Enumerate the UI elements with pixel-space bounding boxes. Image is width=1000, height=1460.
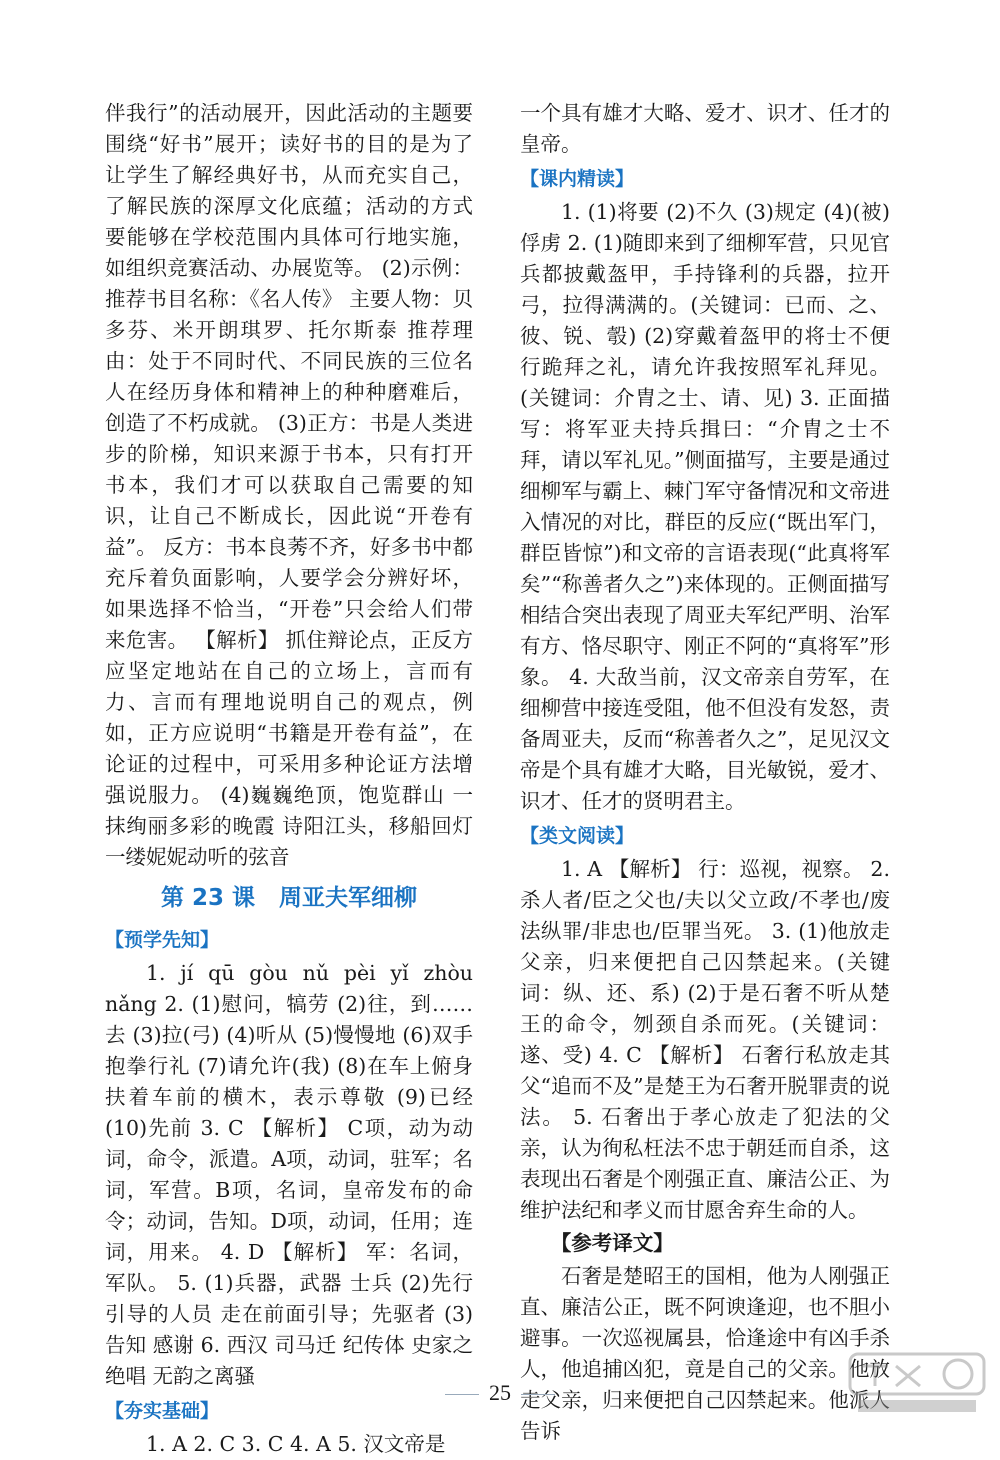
reference-translation-text: 石奢是楚昭王的国相，他为人刚强正直、廉洁公正，既不阿谀逢迎，也不胆小避事。一次巡视属县，恰逢途中有凶手杀人，他追捕凶犯，竟是自己的父亲。他放走父亲，归来便把自己囚禁起来。他派人告诉 — [520, 1264, 890, 1443]
left-column — [105, 98, 473, 1460]
section-basics-heading: 【夯实基础】 — [105, 1400, 220, 1422]
section-similar-reading-heading: 【类文阅读】 — [520, 825, 635, 847]
right-column — [520, 98, 890, 1447]
section-basics-text: 1. A 2. C 3. C 4. A 5. 汉文帝是 — [146, 1432, 446, 1456]
lesson-number: 第 23 课 — [160, 885, 256, 911]
reference-translation-heading: 【参考译文】 — [550, 1231, 674, 1255]
section-preview-text: 1. jí qū gòu nǔ pèi yǐ zhòu nǎng 2. (1)慰问，犒劳 (2)往，到……去 (3)拉(弓) (4)听从 (5)慢慢地 (6)双手抱拳行礼 (7)请允许(我) (8)在车上俯身扶着车前的横木，表示尊敬 (9)已经 (10)先前 3. C 【解析】 C项，动为动词，命令，派遣。A项，动词，驻军；名词，军营。B项，名词，皇帝发布的命令；动词，告知。D项，动词，任用；连词，用来。 4. D 【解析】 军：名词，军队。 5. (1)兵器，武器 士兵 (2)先行引导的人员 走在前面引导；先驱者 (3)告知 感谢 6. 西汉 司马迁 纪传体 史家之绝唱 无韵之离骚 — [105, 961, 473, 1388]
watermark-logo-icon — [848, 1352, 986, 1416]
section-similar-reading-text: 1. A 【解析】 行：巡视，视察。 2. 杀人者/臣之父也/夫以父立政/不孝也/废法纵罪/非忠也/臣罪当死。 3. (1)他放走父亲，归来便把自己囚禁起来。(关键词：纵、还、系) (2)于是石奢不听从楚王的命令，刎颈自杀而死。(关键词：遂、受) 4. C 【解析】 石奢行私放走其父“追而不及”是楚王为石奢开脱罪责的说法。 5. 石奢出于孝心放走了犯法的父亲，认为徇私枉法不忠于朝廷而自杀，这表现出石奢是个刚强正直、廉洁公正、为维护法纪和孝义而甘愿舍弃生命的人。 — [520, 857, 890, 1222]
left-paragraph-answer: 伴我行”的活动展开，因此活动的主题要围绕“好书”展开；读好书的目的是为了让学生了解经典好书，从而充实自己，了解民族的深厚文化底蕴；活动的方式要能够在学校范围内具体可行地实施，如组织竞赛活动、办展览等。 (2)示例：推荐书目名称：《名人传》 主要人物：贝多芬、米开朗琪罗、托尔斯泰 推荐理由：处于不同时代、不同民族的三位名人在经历身体和精神上的种种磨难后，创造了不朽成就。 (3)正方：书是人类进步的阶梯，知识来源于书本，只有打开书本，我们才可以获取自己需要的知识，让自己不断成长，因此说“开卷有益”。 反方：书本良莠不齐，好多书中都充斥着负面影响，人要学会分辨好坏，如果选择不恰当，“开卷”只会给人们带来危害。 【解析】 抓住辩论点，正反方应坚定地站在自己的立场上，言而有力、言而有理地说明自己的观点，例如，正方应说明“书籍是开卷有益”，在论证的过程中，可采用多种论证方法增强说服力。 (4)巍巍绝顶，饱览群山 一抹绚丽多彩的晚霞 诗阳江头，移船回灯 一缕妮妮动听的弦音 — [105, 101, 473, 869]
lesson-title: 周亚夫军细柳 — [279, 885, 418, 911]
section-close-reading-heading: 【课内精读】 — [520, 168, 635, 190]
right-paragraph-continued: 一个具有雄才大略、爱才、识才、任才的皇帝。 — [520, 101, 890, 156]
section-close-reading-text: 1. (1)将要 (2)不久 (3)规定 (4)(被)俘虏 2. (1)随即来到了细柳军营，只见官兵都披戴盔甲，手持锋利的兵器，拉开弓，拉得满满的。(关键词：已而、之、彼、锐、彀) (2)穿戴着盔甲的将士不便行跪拜之礼，请允许我按照军礼拜见。(关键词：介胄之士、请、见) 3. 正面描写：将军亚夫持兵揖曰：“介胄之士不拜，请以军礼见。”侧面描写，主要是通过细柳军与霸上、棘门军守备情况和文帝进入情况的对比，群臣的反应(“既出军门，群臣皆惊”)和文帝的言语表现(“此真将军矣”“称善者久之”)来体现的。正侧面描写相结合突出表现了周亚夫军纪严明、治军有方、恪尽职守、刚正不阿的“真将军”形象。 4. 大敌当前，汉文帝亲自劳军，在细柳营中接连受阻，他不但没有发怒，责备周亚夫，反而“称善者久之”，足见汉文帝是个具有雄才大略，目光敏锐，爱才、识才、任才的贤明君主。 — [520, 200, 890, 813]
lesson-heading — [105, 881, 473, 915]
page-number: 25 — [0, 1380, 1000, 1406]
section-preview-heading: 【预学先知】 — [105, 929, 220, 951]
